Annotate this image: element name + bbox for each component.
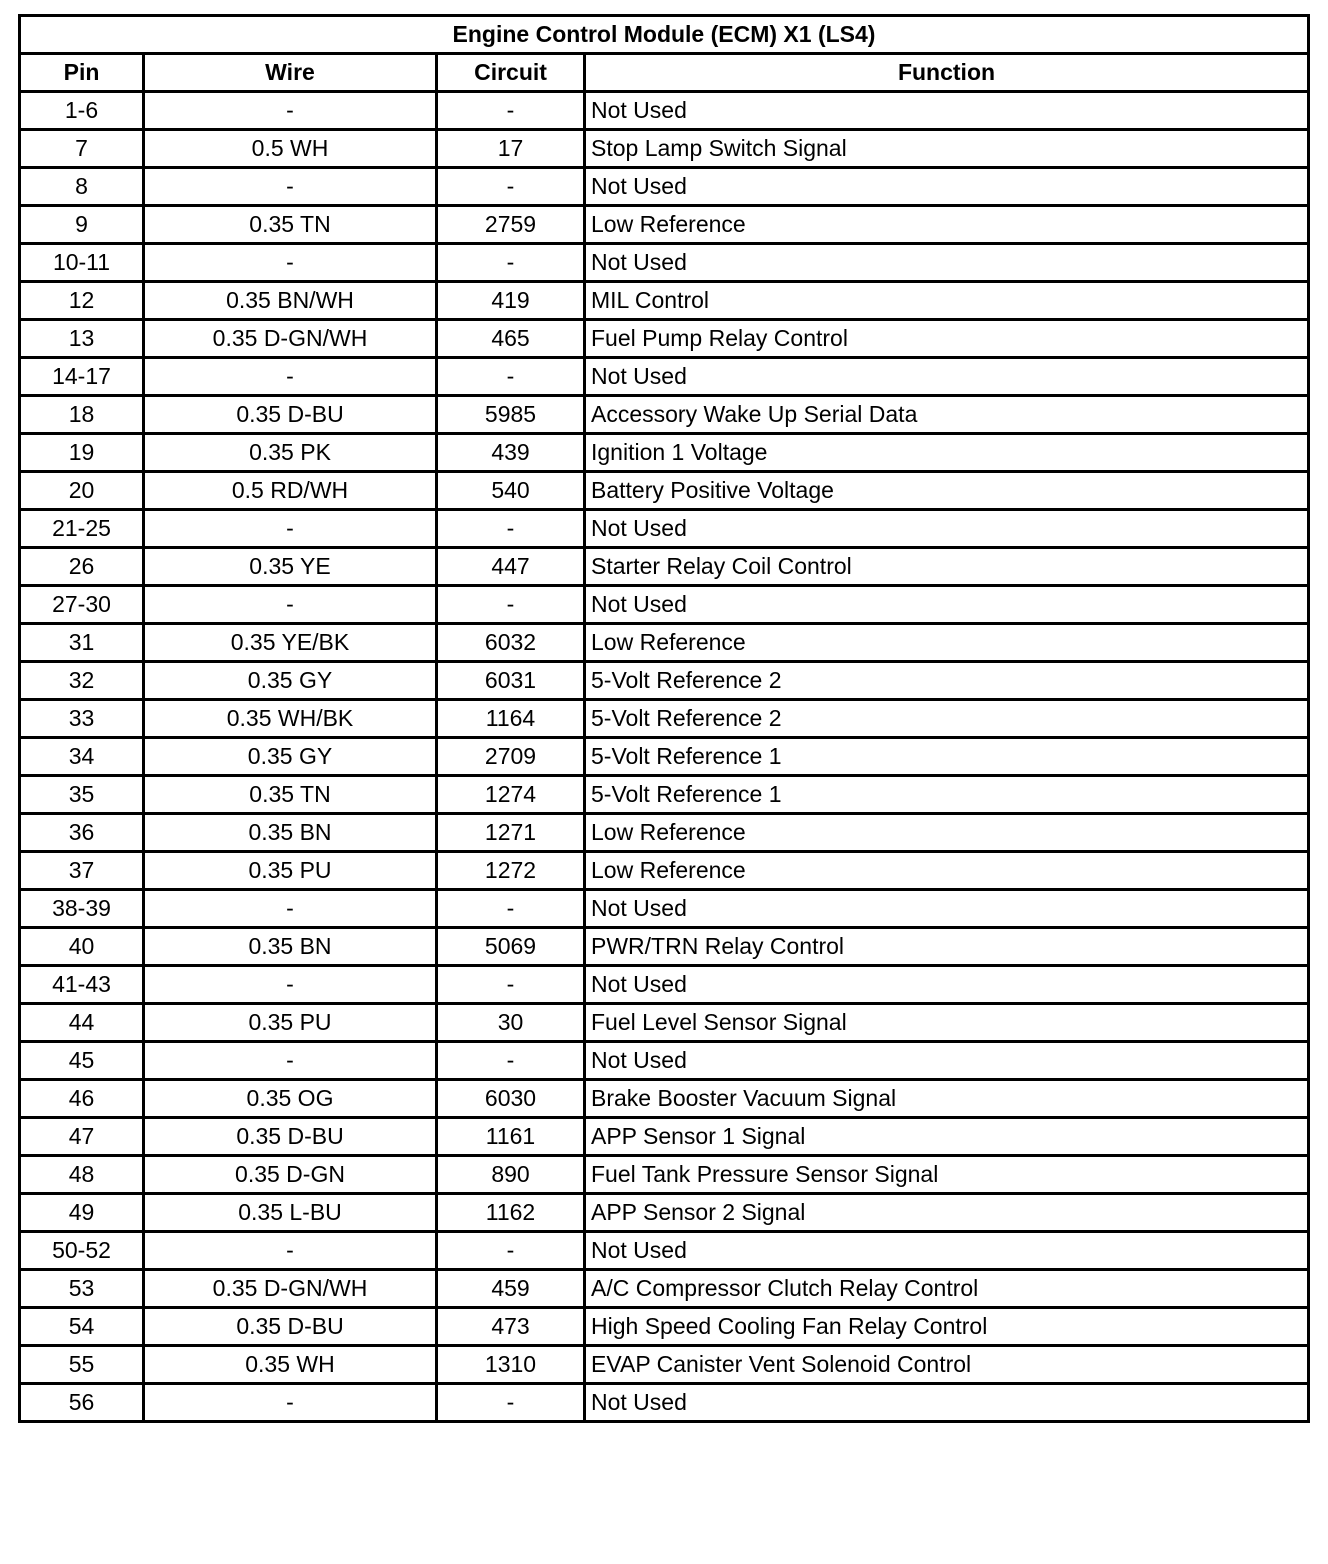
table-row — [20, 1232, 1309, 1270]
table-row — [20, 852, 1309, 890]
header-wire: Wire — [144, 54, 437, 92]
table-row — [20, 1156, 1309, 1194]
pin-cell: 13 — [20, 320, 144, 358]
table-row — [20, 1118, 1309, 1156]
pin-cell: 7 — [20, 130, 144, 168]
function-cell: Not Used — [585, 586, 1309, 624]
pin-cell: 48 — [20, 1156, 144, 1194]
wire-cell: 0.35 D-BU — [144, 1308, 437, 1346]
function-cell: Low Reference — [585, 852, 1309, 890]
wire-cell: 0.35 D-BU — [144, 1118, 437, 1156]
wire-cell: 0.35 PU — [144, 852, 437, 890]
pin-cell: 38-39 — [20, 890, 144, 928]
function-cell: 5-Volt Reference 1 — [585, 776, 1309, 814]
function-cell: APP Sensor 1 Signal — [585, 1118, 1309, 1156]
pin-cell: 45 — [20, 1042, 144, 1080]
circuit-cell: - — [437, 1232, 585, 1270]
function-cell: Fuel Tank Pressure Sensor Signal — [585, 1156, 1309, 1194]
table-row — [20, 1080, 1309, 1118]
pin-cell: 40 — [20, 928, 144, 966]
table-row — [20, 548, 1309, 586]
circuit-cell: 1164 — [437, 700, 585, 738]
circuit-cell: 6031 — [437, 662, 585, 700]
function-cell: High Speed Cooling Fan Relay Control — [585, 1308, 1309, 1346]
header-circuit: Circuit — [437, 54, 585, 92]
function-cell: Battery Positive Voltage — [585, 472, 1309, 510]
circuit-cell: 1272 — [437, 852, 585, 890]
wire-cell: 0.35 PK — [144, 434, 437, 472]
wire-cell: 0.35 D-GN/WH — [144, 320, 437, 358]
wire-cell: 0.35 GY — [144, 738, 437, 776]
title-row — [20, 16, 1309, 54]
pin-cell: 33 — [20, 700, 144, 738]
wire-cell: 0.35 L-BU — [144, 1194, 437, 1232]
function-cell: Fuel Level Sensor Signal — [585, 1004, 1309, 1042]
pin-cell: 36 — [20, 814, 144, 852]
wire-cell: - — [144, 1042, 437, 1080]
pin-cell: 35 — [20, 776, 144, 814]
circuit-cell: - — [437, 1042, 585, 1080]
circuit-cell: - — [437, 510, 585, 548]
function-cell: 5-Volt Reference 2 — [585, 700, 1309, 738]
table-row — [20, 1308, 1309, 1346]
ecm-connector-table — [18, 14, 1310, 1423]
wire-cell: 0.35 TN — [144, 776, 437, 814]
circuit-cell: - — [437, 586, 585, 624]
table-title: Engine Control Module (ECM) X1 (LS4) — [20, 16, 1309, 54]
circuit-cell: - — [437, 1384, 585, 1422]
wire-cell: 0.35 OG — [144, 1080, 437, 1118]
table-row — [20, 1270, 1309, 1308]
pin-cell: 49 — [20, 1194, 144, 1232]
table-row — [20, 396, 1309, 434]
function-cell: Not Used — [585, 1232, 1309, 1270]
circuit-cell: 1310 — [437, 1346, 585, 1384]
pin-cell: 53 — [20, 1270, 144, 1308]
function-cell: Not Used — [585, 92, 1309, 130]
function-cell: Brake Booster Vacuum Signal — [585, 1080, 1309, 1118]
function-cell: Low Reference — [585, 814, 1309, 852]
wire-cell: 0.35 TN — [144, 206, 437, 244]
wire-cell: - — [144, 966, 437, 1004]
table-row — [20, 1042, 1309, 1080]
circuit-cell: 447 — [437, 548, 585, 586]
circuit-cell: 1161 — [437, 1118, 585, 1156]
circuit-cell: - — [437, 92, 585, 130]
function-cell: A/C Compressor Clutch Relay Control — [585, 1270, 1309, 1308]
table-row — [20, 320, 1309, 358]
wire-cell: - — [144, 168, 437, 206]
function-cell: 5-Volt Reference 1 — [585, 738, 1309, 776]
wire-cell: 0.35 D-GN/WH — [144, 1270, 437, 1308]
circuit-cell: - — [437, 168, 585, 206]
circuit-cell: 540 — [437, 472, 585, 510]
wire-cell: 0.35 YE/BK — [144, 624, 437, 662]
pin-cell: 41-43 — [20, 966, 144, 1004]
wire-cell: - — [144, 890, 437, 928]
circuit-cell: 419 — [437, 282, 585, 320]
pin-cell: 44 — [20, 1004, 144, 1042]
pin-cell: 27-30 — [20, 586, 144, 624]
circuit-cell: 2709 — [437, 738, 585, 776]
function-cell: Not Used — [585, 1042, 1309, 1080]
table-row — [20, 206, 1309, 244]
function-cell: Low Reference — [585, 206, 1309, 244]
table-row — [20, 130, 1309, 168]
pin-cell: 20 — [20, 472, 144, 510]
function-cell: EVAP Canister Vent Solenoid Control — [585, 1346, 1309, 1384]
pin-cell: 10-11 — [20, 244, 144, 282]
function-cell: Not Used — [585, 510, 1309, 548]
circuit-cell: 5069 — [437, 928, 585, 966]
wire-cell: - — [144, 92, 437, 130]
function-cell: Not Used — [585, 168, 1309, 206]
wire-cell: 0.5 WH — [144, 130, 437, 168]
wire-cell: 0.35 GY — [144, 662, 437, 700]
function-cell: Not Used — [585, 966, 1309, 1004]
function-cell: Ignition 1 Voltage — [585, 434, 1309, 472]
circuit-cell: - — [437, 358, 585, 396]
function-cell: Not Used — [585, 358, 1309, 396]
wire-cell: 0.35 WH — [144, 1346, 437, 1384]
function-cell: Stop Lamp Switch Signal — [585, 130, 1309, 168]
circuit-cell: 6030 — [437, 1080, 585, 1118]
function-cell: Not Used — [585, 244, 1309, 282]
wire-cell: 0.35 D-BU — [144, 396, 437, 434]
table-row — [20, 928, 1309, 966]
header-pin: Pin — [20, 54, 144, 92]
wire-cell: - — [144, 244, 437, 282]
function-cell: Fuel Pump Relay Control — [585, 320, 1309, 358]
pin-cell: 56 — [20, 1384, 144, 1422]
table-body — [20, 92, 1309, 1422]
pin-cell: 14-17 — [20, 358, 144, 396]
circuit-cell: 465 — [437, 320, 585, 358]
circuit-cell: 459 — [437, 1270, 585, 1308]
function-cell: PWR/TRN Relay Control — [585, 928, 1309, 966]
table-row — [20, 1384, 1309, 1422]
wire-cell: - — [144, 1232, 437, 1270]
pin-cell: 19 — [20, 434, 144, 472]
circuit-cell: - — [437, 890, 585, 928]
pin-cell: 34 — [20, 738, 144, 776]
circuit-cell: 5985 — [437, 396, 585, 434]
circuit-cell: 890 — [437, 1156, 585, 1194]
pin-cell: 12 — [20, 282, 144, 320]
pin-cell: 50-52 — [20, 1232, 144, 1270]
function-cell: Starter Relay Coil Control — [585, 548, 1309, 586]
wire-cell: - — [144, 1384, 437, 1422]
pin-cell: 9 — [20, 206, 144, 244]
circuit-cell: 6032 — [437, 624, 585, 662]
wire-cell: 0.35 WH/BK — [144, 700, 437, 738]
circuit-cell: - — [437, 244, 585, 282]
wire-cell: - — [144, 358, 437, 396]
function-cell: 5-Volt Reference 2 — [585, 662, 1309, 700]
wire-cell: 0.35 YE — [144, 548, 437, 586]
table-row — [20, 244, 1309, 282]
function-cell: Not Used — [585, 1384, 1309, 1422]
function-cell: Accessory Wake Up Serial Data — [585, 396, 1309, 434]
circuit-cell: 1274 — [437, 776, 585, 814]
table-row — [20, 624, 1309, 662]
wire-cell: 0.5 RD/WH — [144, 472, 437, 510]
pin-cell: 37 — [20, 852, 144, 890]
table-row — [20, 168, 1309, 206]
wire-cell: 0.35 PU — [144, 1004, 437, 1042]
header-function: Function — [585, 54, 1309, 92]
wire-cell: - — [144, 586, 437, 624]
pin-cell: 18 — [20, 396, 144, 434]
table-row — [20, 472, 1309, 510]
circuit-cell: 473 — [437, 1308, 585, 1346]
table-row — [20, 1194, 1309, 1232]
pin-cell: 31 — [20, 624, 144, 662]
table-row — [20, 1346, 1309, 1384]
circuit-cell: 17 — [437, 130, 585, 168]
table-row — [20, 586, 1309, 624]
pin-cell: 46 — [20, 1080, 144, 1118]
wire-cell: 0.35 BN/WH — [144, 282, 437, 320]
table-row — [20, 700, 1309, 738]
circuit-cell: 1162 — [437, 1194, 585, 1232]
function-cell: Low Reference — [585, 624, 1309, 662]
pin-cell: 47 — [20, 1118, 144, 1156]
function-cell: MIL Control — [585, 282, 1309, 320]
table-row — [20, 510, 1309, 548]
function-cell: APP Sensor 2 Signal — [585, 1194, 1309, 1232]
function-cell: Not Used — [585, 890, 1309, 928]
circuit-cell: - — [437, 966, 585, 1004]
table-row — [20, 776, 1309, 814]
wire-cell: 0.35 BN — [144, 814, 437, 852]
table-row — [20, 966, 1309, 1004]
pin-cell: 32 — [20, 662, 144, 700]
pin-cell: 55 — [20, 1346, 144, 1384]
circuit-cell: 439 — [437, 434, 585, 472]
table-row — [20, 890, 1309, 928]
pin-cell: 8 — [20, 168, 144, 206]
pin-cell: 54 — [20, 1308, 144, 1346]
table-row — [20, 1004, 1309, 1042]
wire-cell: 0.35 BN — [144, 928, 437, 966]
wire-cell: - — [144, 510, 437, 548]
table-row — [20, 662, 1309, 700]
circuit-cell: 1271 — [437, 814, 585, 852]
table-row — [20, 738, 1309, 776]
table-row — [20, 92, 1309, 130]
table-row — [20, 434, 1309, 472]
table-row — [20, 814, 1309, 852]
circuit-cell: 30 — [437, 1004, 585, 1042]
pin-cell: 1-6 — [20, 92, 144, 130]
pin-cell: 26 — [20, 548, 144, 586]
wire-cell: 0.35 D-GN — [144, 1156, 437, 1194]
header-row — [20, 54, 1309, 92]
pin-cell: 21-25 — [20, 510, 144, 548]
circuit-cell: 2759 — [437, 206, 585, 244]
table-row — [20, 282, 1309, 320]
table-row — [20, 358, 1309, 396]
